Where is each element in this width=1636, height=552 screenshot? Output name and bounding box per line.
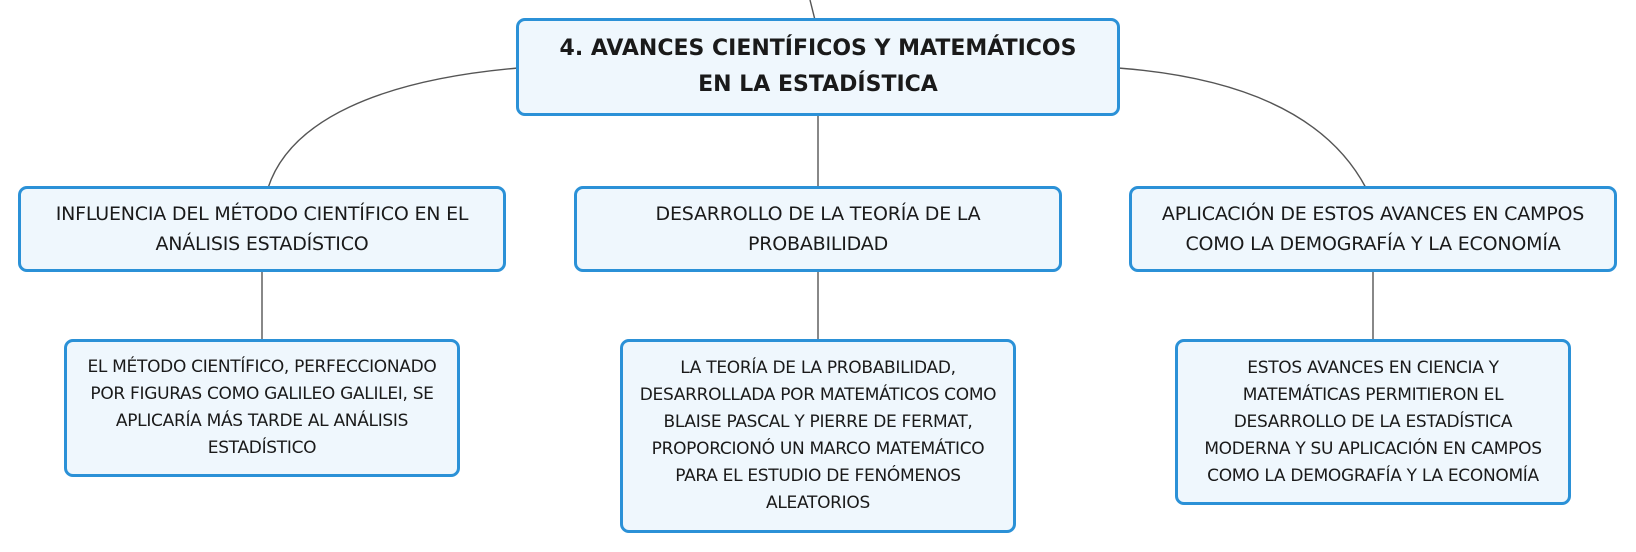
branch-topic-probability-theory[interactable]	[574, 186, 1062, 272]
branch-topic-applications[interactable]	[1129, 186, 1617, 272]
branch-topic-label: APLICACIÓN DE ESTOS AVANCES EN CAMPOS COMO LA DEMOGRAFÍA Y LA ECONOMÍA	[1161, 203, 1585, 255]
root-topic[interactable]	[516, 18, 1120, 116]
branch-topic-label: INFLUENCIA DEL MÉTODO CIENTÍFICO EN EL ANÁLISIS ESTADÍSTICO	[55, 203, 469, 255]
branch-topic-label: DESARROLLO DE LA TEORÍA DE LA PROBABILIDAD	[655, 203, 981, 255]
detail-topic-text: LA TEORÍA DE LA PROBABILIDAD, DESARROLLADA POR MATEMÁTICOS COMO BLAISE PASCAL Y PIERRE DE FERMAT, PROPORCIONÓ UN MARCO MATEMÁTICO PARA EL ESTUDIO DE FENÓMENOS ALEATORIOS	[639, 358, 997, 513]
detail-topic-scientific-method[interactable]	[64, 339, 460, 477]
detail-topic-text: ESTOS AVANCES EN CIENCIA Y MATEMÁTICAS PERMITIERON EL DESARROLLO DE LA ESTADÍSTICA MODERNA Y SU APLICACIÓN EN CAMPOS COMO LA DEMOGRAFÍA Y LA ECONOMÍA	[1204, 357, 1542, 486]
branch-topic-scientific-method[interactable]	[18, 186, 506, 272]
connector-root-to-branch-3	[1118, 68, 1366, 188]
connector-root-to-branch-1	[268, 68, 518, 188]
detail-topic-text: EL MÉTODO CIENTÍFICO, PERFECCIONADO POR FIGURAS COMO GALILEO GALILEI, SE APLICARÍA MÁS TARDE AL ANÁLISIS ESTADÍSTICO	[87, 357, 437, 458]
connector-parent-to-root	[810, 0, 815, 20]
detail-topic-probability-theory[interactable]	[620, 339, 1016, 533]
root-topic-label: 4. AVANCES CIENTÍFICOS Y MATEMÁTICOS EN LA ESTADÍSTICA	[559, 36, 1077, 97]
detail-topic-applications[interactable]	[1175, 339, 1571, 505]
